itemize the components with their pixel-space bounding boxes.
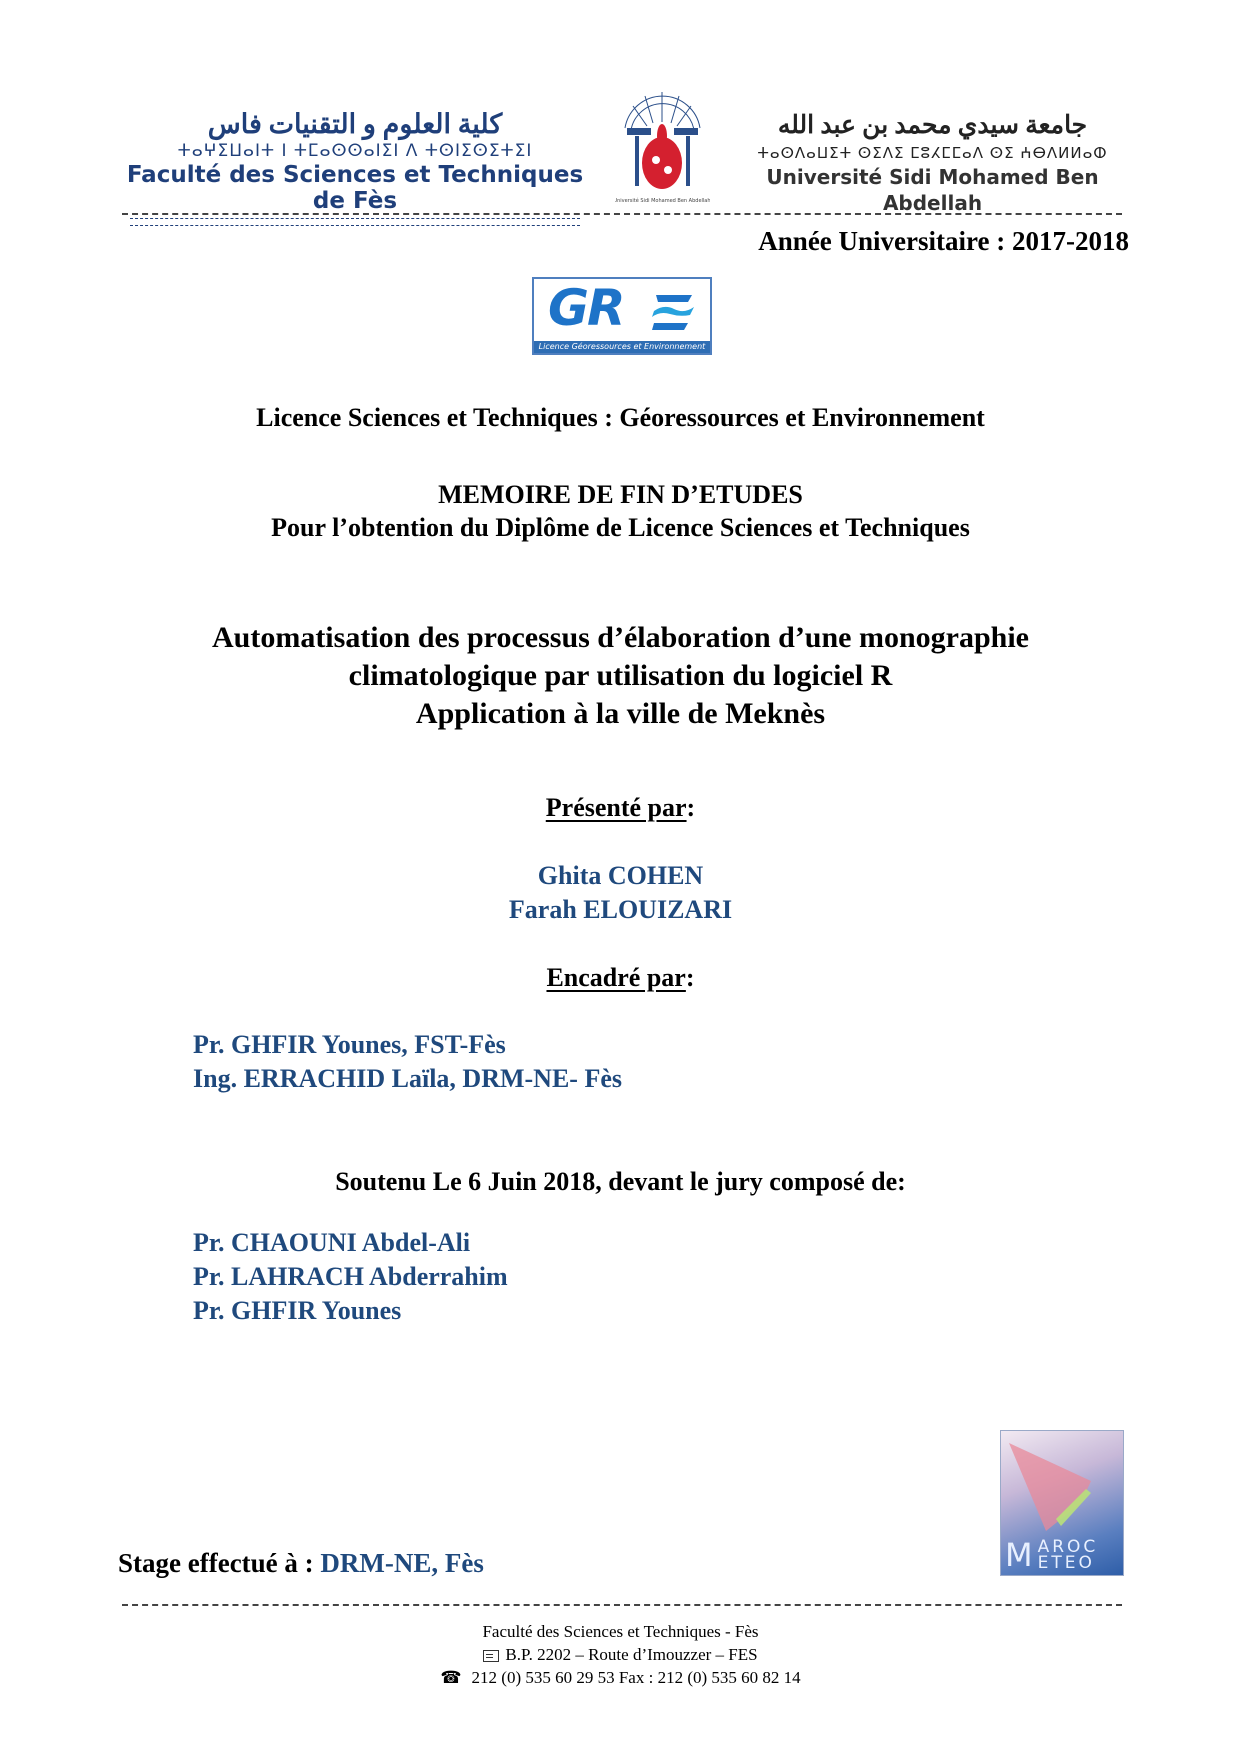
gre-logo-letters: GR <box>548 279 624 337</box>
footer-divider <box>122 1604 1122 1606</box>
academic-year: Année Universitaire : 2017-2018 <box>758 226 1129 256</box>
memoire-heading: MEMOIRE DE FIN D’ETUDES <box>438 480 803 509</box>
memoire-subheading: Pour l’obtention du Diplôme de Licence Sciences et Techniques <box>271 513 970 542</box>
mailbox-icon <box>483 1650 499 1662</box>
header-divider <box>122 213 1122 215</box>
thesis-title-line-2: climatologique par utilisation du logiciel R <box>348 659 893 692</box>
faculty-name-french: Faculté des Sciences et Techniques de Fès <box>126 162 584 214</box>
internship-label: Stage effectué à : <box>118 1548 321 1578</box>
faculty-underline-divider <box>130 218 580 226</box>
footer-phone: ☎ 212 (0) 535 60 29 53 Fax : 212 (0) 535 60 82 14 <box>440 1668 801 1687</box>
gre-wave-e-icon <box>652 289 696 333</box>
jury-member: Pr. CHAOUNI Abdel-Ali <box>193 1228 471 1257</box>
university-name-french: Université Sidi Mohamed Ben Abdellah <box>766 165 1099 215</box>
thesis-title-line-3: Application à la ville de Meknès <box>415 697 826 730</box>
maroc-meteo-logo <box>1000 1430 1124 1576</box>
faculty-name-arabic: كلية العلوم و التقنيات فاس <box>207 109 503 139</box>
svg-text:Université Sidi Mohamed Ben Ab: Université Sidi Mohamed Ben Abdellah <box>615 198 710 204</box>
presented-by-heading: Présenté par: <box>545 793 696 822</box>
thesis-title-line-1: Automatisation des processus d’élaboration d’une monographie <box>211 621 1030 654</box>
presented-by-label: Présenté par <box>545 793 687 822</box>
supervisor-name: Ing. ERRACHID Laïla, DRM-NE- Fès <box>193 1064 622 1093</box>
telephone-icon: ☎ <box>440 1668 462 1687</box>
faculty-name-tifinagh: ⵜⴰⵖⵉⵡⴰⵏⵜ ⵏ ⵜⵎⴰⵙⵙⴰⵏⵉⵏ ⴷ ⵜⵙⵏⵉⵙⵉⵜⵉⵏ <box>177 141 533 161</box>
supervised-by-heading: Encadré par: <box>546 963 695 992</box>
supervisor-name: Pr. GHFIR Younes, FST-Fès <box>193 1030 506 1059</box>
internship-location <box>118 1548 484 1579</box>
university-name-tifinagh: ⵜⴰⵙⴷⴰⵡⵉⵜ ⵙⵉⴷⵉ ⵎⵓⵃⵎⵎⴰⴷ ⵙⵉ ⵄⴱⴷⵍⵍⴰⵀ <box>757 144 1108 162</box>
student-name: Farah ELOUIZARI <box>508 895 733 924</box>
footer-address: B.P. 2202 – Route d’Imouzzer – FES <box>0 1643 1241 1666</box>
faculty-header <box>120 108 590 226</box>
university-name-arabic: جامعة سيدي محمد بن عبد الله <box>777 112 1088 139</box>
jury-member: Pr. GHFIR Younes <box>193 1296 402 1325</box>
defense-statement: Soutenu Le 6 Juin 2018, devant le jury composé de: <box>335 1167 906 1196</box>
jury-member: Pr. LAHRACH Abderrahim <box>193 1262 508 1291</box>
supervised-by-label: Encadré par <box>546 963 686 992</box>
student-name: Ghita COHEN <box>537 861 704 890</box>
university-crest-logo <box>615 78 710 210</box>
meteo-logo-text: M AROC ETEO <box>1005 1536 1099 1574</box>
crest-emblem-icon <box>615 78 710 210</box>
gre-program-logo <box>532 277 712 355</box>
footer-faculty: Faculté des Sciences et Techniques - Fès <box>482 1622 759 1641</box>
gre-logo-caption: Licence Géoressources et Environnement <box>534 341 710 353</box>
program-name: Licence Sciences et Techniques : Géoressources et Environnement <box>256 403 985 432</box>
internship-place: DRM-NE, Fès <box>320 1548 484 1578</box>
university-header <box>735 110 1130 216</box>
